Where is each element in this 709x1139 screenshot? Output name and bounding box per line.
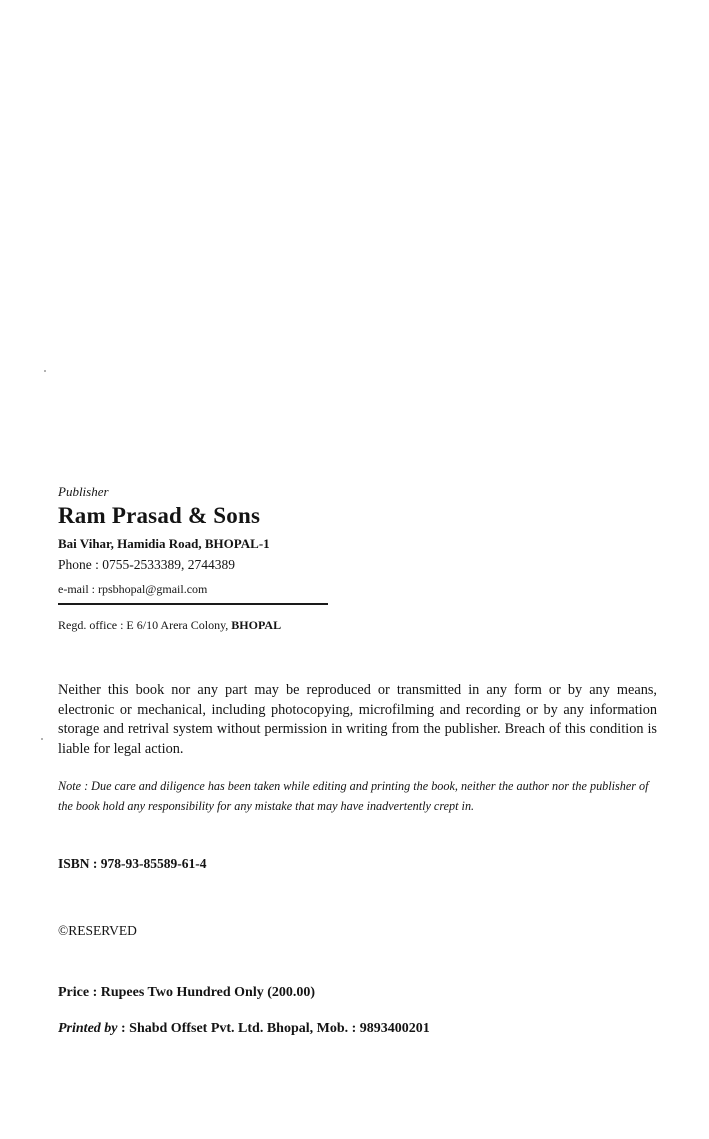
disclaimer-note: Note : Due care and diligence has been taken while editing and printing the book, neither the author nor the publisher of the book hold any responsibility for any mistake that may have inadvertently crept in. (58, 779, 649, 813)
scan-speck (41, 738, 43, 740)
printer-label: Printed by (58, 1021, 118, 1036)
publisher-name: Ram Prasad & Sons (58, 503, 261, 528)
publisher-label: Publisher (58, 484, 109, 499)
isbn: ISBN : 978-93-85589-61-4 (58, 856, 207, 871)
publisher-email: e-mail : rpsbhopal@gmail.com (58, 582, 208, 596)
scan-speck (44, 370, 46, 372)
divider-line (58, 603, 328, 605)
price: Price : Rupees Two Hundred Only (200.00) (58, 985, 316, 1000)
copyright-notice: Neither this book nor any part may be reproduced or transmitted in any form or by any means, electronic or mechanical, including photocopying, microfilming and recording or by any information storage and retrival system without permission in writing from the publisher. Breach of this condition is liable for legal action. (58, 682, 657, 757)
registered-office-city: BHOPAL (231, 618, 282, 632)
publisher-phone: Phone : 0755-2533389, 2744389 (58, 557, 235, 572)
printer-details: : Shabd Offset Pvt. Ltd. Bhopal, Mob. : 9893400201 (117, 1021, 430, 1036)
printer-info (58, 1021, 430, 1037)
reserved-notice: ©RESERVED (58, 923, 137, 938)
publisher-address: Bai Vihar, Hamidia Road, BHOPAL-1 (58, 536, 270, 551)
registered-office-address: Regd. office : E 6/10 Arera Colony, (58, 618, 232, 632)
registered-office (58, 618, 281, 633)
